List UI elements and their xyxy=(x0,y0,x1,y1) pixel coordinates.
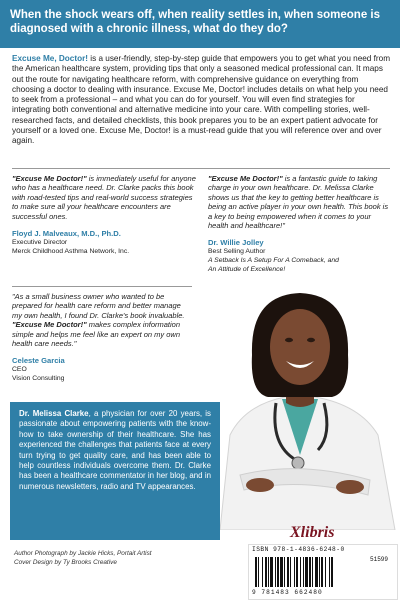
barcode-bar xyxy=(277,557,279,587)
intro-body: is a user-friendly, step-by-step guide that empowers you to get what you need from the American healthcare system, providing tips that only a seasoned medical professional can. It maps out the route for navigating healthcare reform, with comprehensive guidance on everything from choosing a doctor to dealing with insurance. Excuse Me, Doctor! includes details on what help you need to seek from a professional – and what you can do for yourself. You will even find strategies for integrating both conventional and alternative medicine into your care. With compelling stories, well-researched facts, and detailed checklists, this book prepares you to be an expert patient advocate for yourself or a loved one. Excuse Me, Doctor! is a must-read guide that you will reference over and over again. xyxy=(12,54,391,146)
quote-book-title: "Excuse Me Doctor!" xyxy=(208,174,283,183)
bio-name: Dr. Melissa Clarke xyxy=(19,409,89,418)
barcode-bar xyxy=(258,557,259,587)
testimonial-name: Dr. Willie Jolley xyxy=(208,238,264,248)
quote-book-title: "Excuse Me Doctor!" xyxy=(12,174,87,183)
quote-text: is immediately useful for anyone who has a healthcare need. Dr. Clarke packs this book with road-tested tips and real-world success strategies to make sure all your healthcare encounters are successful ones. xyxy=(12,174,196,221)
barcode-bar xyxy=(321,557,323,587)
testimonial-book-2: An Attitude of Excellence! xyxy=(208,266,286,274)
barcode-bar xyxy=(303,557,304,587)
barcode-bar xyxy=(312,557,313,587)
testimonial-quote xyxy=(208,174,390,230)
credits xyxy=(14,550,234,568)
testimonial-name: Floyd J. Malveaux, M.D., Ph.D. xyxy=(12,229,121,239)
barcode-bar xyxy=(296,557,298,587)
author-bio xyxy=(10,402,220,540)
photo-credit: Author Photograph by Jackie Hicks, Portait Artist xyxy=(14,550,152,557)
barcode-bar xyxy=(287,557,289,587)
quote-text: "As a small business owner who wanted to be prepared for health care reform and better manage my own health, I found Dr. Clarke's book invaluable. xyxy=(12,292,185,320)
barcode-icon xyxy=(255,557,363,587)
barcode-bar xyxy=(329,557,330,587)
bio-body: , a physician for over 20 years, is passionate about empowering patients with the know-how to take ownership of their healthcare. She has experienced the challenges that patients face at every turn trying to get quality care, and has been able to help countless individuals overcome them. Dr. Clarke has been a healthcare commentator in her blog, and in numerous newsletters, radio and TV appearances. xyxy=(19,409,211,491)
author-photo xyxy=(200,285,400,530)
barcode-bar xyxy=(305,557,308,587)
quote-text-end: makes complex information simple and helps me feel like an expert on my own health care needs." xyxy=(12,320,181,349)
quote-text: is a fantastic guide to taking charge in your own healthcare. Dr. Melissa Clarke shows us that the key to getting better healthcare is being an active player in your own health. This book is a key to being empowered when it comes to your health and healthcare!" xyxy=(208,174,389,231)
barcode-bar xyxy=(280,557,283,587)
barcode-bar xyxy=(331,557,333,587)
barcode-bar xyxy=(262,557,263,587)
barcode-bar xyxy=(255,557,257,587)
headline: When the shock wears off, when reality settles in, when someone is diagnosed with a chronic illness, what do they do? xyxy=(10,9,381,35)
ean-number: 9 781483 662480 xyxy=(252,589,323,596)
barcode-bar xyxy=(270,557,273,587)
testimonial-org: Merck Childhood Asthma Network, Inc. xyxy=(12,247,130,255)
testimonial-role: Executive Director xyxy=(12,239,68,247)
barcode-bar xyxy=(315,557,318,587)
barcode-bar xyxy=(319,557,320,587)
testimonial-role: Best Selling Author xyxy=(208,248,266,256)
barcode-bar xyxy=(265,557,267,587)
testimonial-jolley xyxy=(208,174,390,275)
barcode-bar xyxy=(275,557,276,587)
testimonial-garcia xyxy=(12,292,192,384)
barcode-bar xyxy=(294,557,295,587)
divider-middle xyxy=(12,286,192,287)
design-credit: Cover Design by Ty Brooks Creative xyxy=(14,558,117,566)
price-code: 51599 xyxy=(370,556,389,563)
testimonial-malveaux xyxy=(12,174,197,257)
barcode-bar xyxy=(325,557,326,587)
testimonial-book-1: A Setback Is A Setup For A Comeback, and xyxy=(208,257,339,265)
quote-book-title: "Excuse Me Doctor!" xyxy=(12,320,87,330)
barcode-bar xyxy=(300,557,301,587)
testimonial-quote xyxy=(12,292,192,348)
intro-paragraph xyxy=(12,54,390,147)
divider-top xyxy=(12,168,390,169)
isbn-label: ISBN 978-1-4836-6248-0 xyxy=(252,546,345,553)
testimonial-org: Vision Consulting xyxy=(12,375,65,383)
testimonial-name: Celeste Garcia xyxy=(12,356,65,366)
publisher-logo: Xlibris xyxy=(290,524,335,541)
barcode-bar xyxy=(284,557,285,587)
barcode-bar xyxy=(290,557,291,587)
intro-title: Excuse Me, Doctor! xyxy=(12,54,88,63)
barcode-bar xyxy=(309,557,311,587)
testimonial-quote xyxy=(12,174,197,221)
barcode-bar xyxy=(268,557,269,587)
testimonial-role: CEO xyxy=(12,366,27,374)
